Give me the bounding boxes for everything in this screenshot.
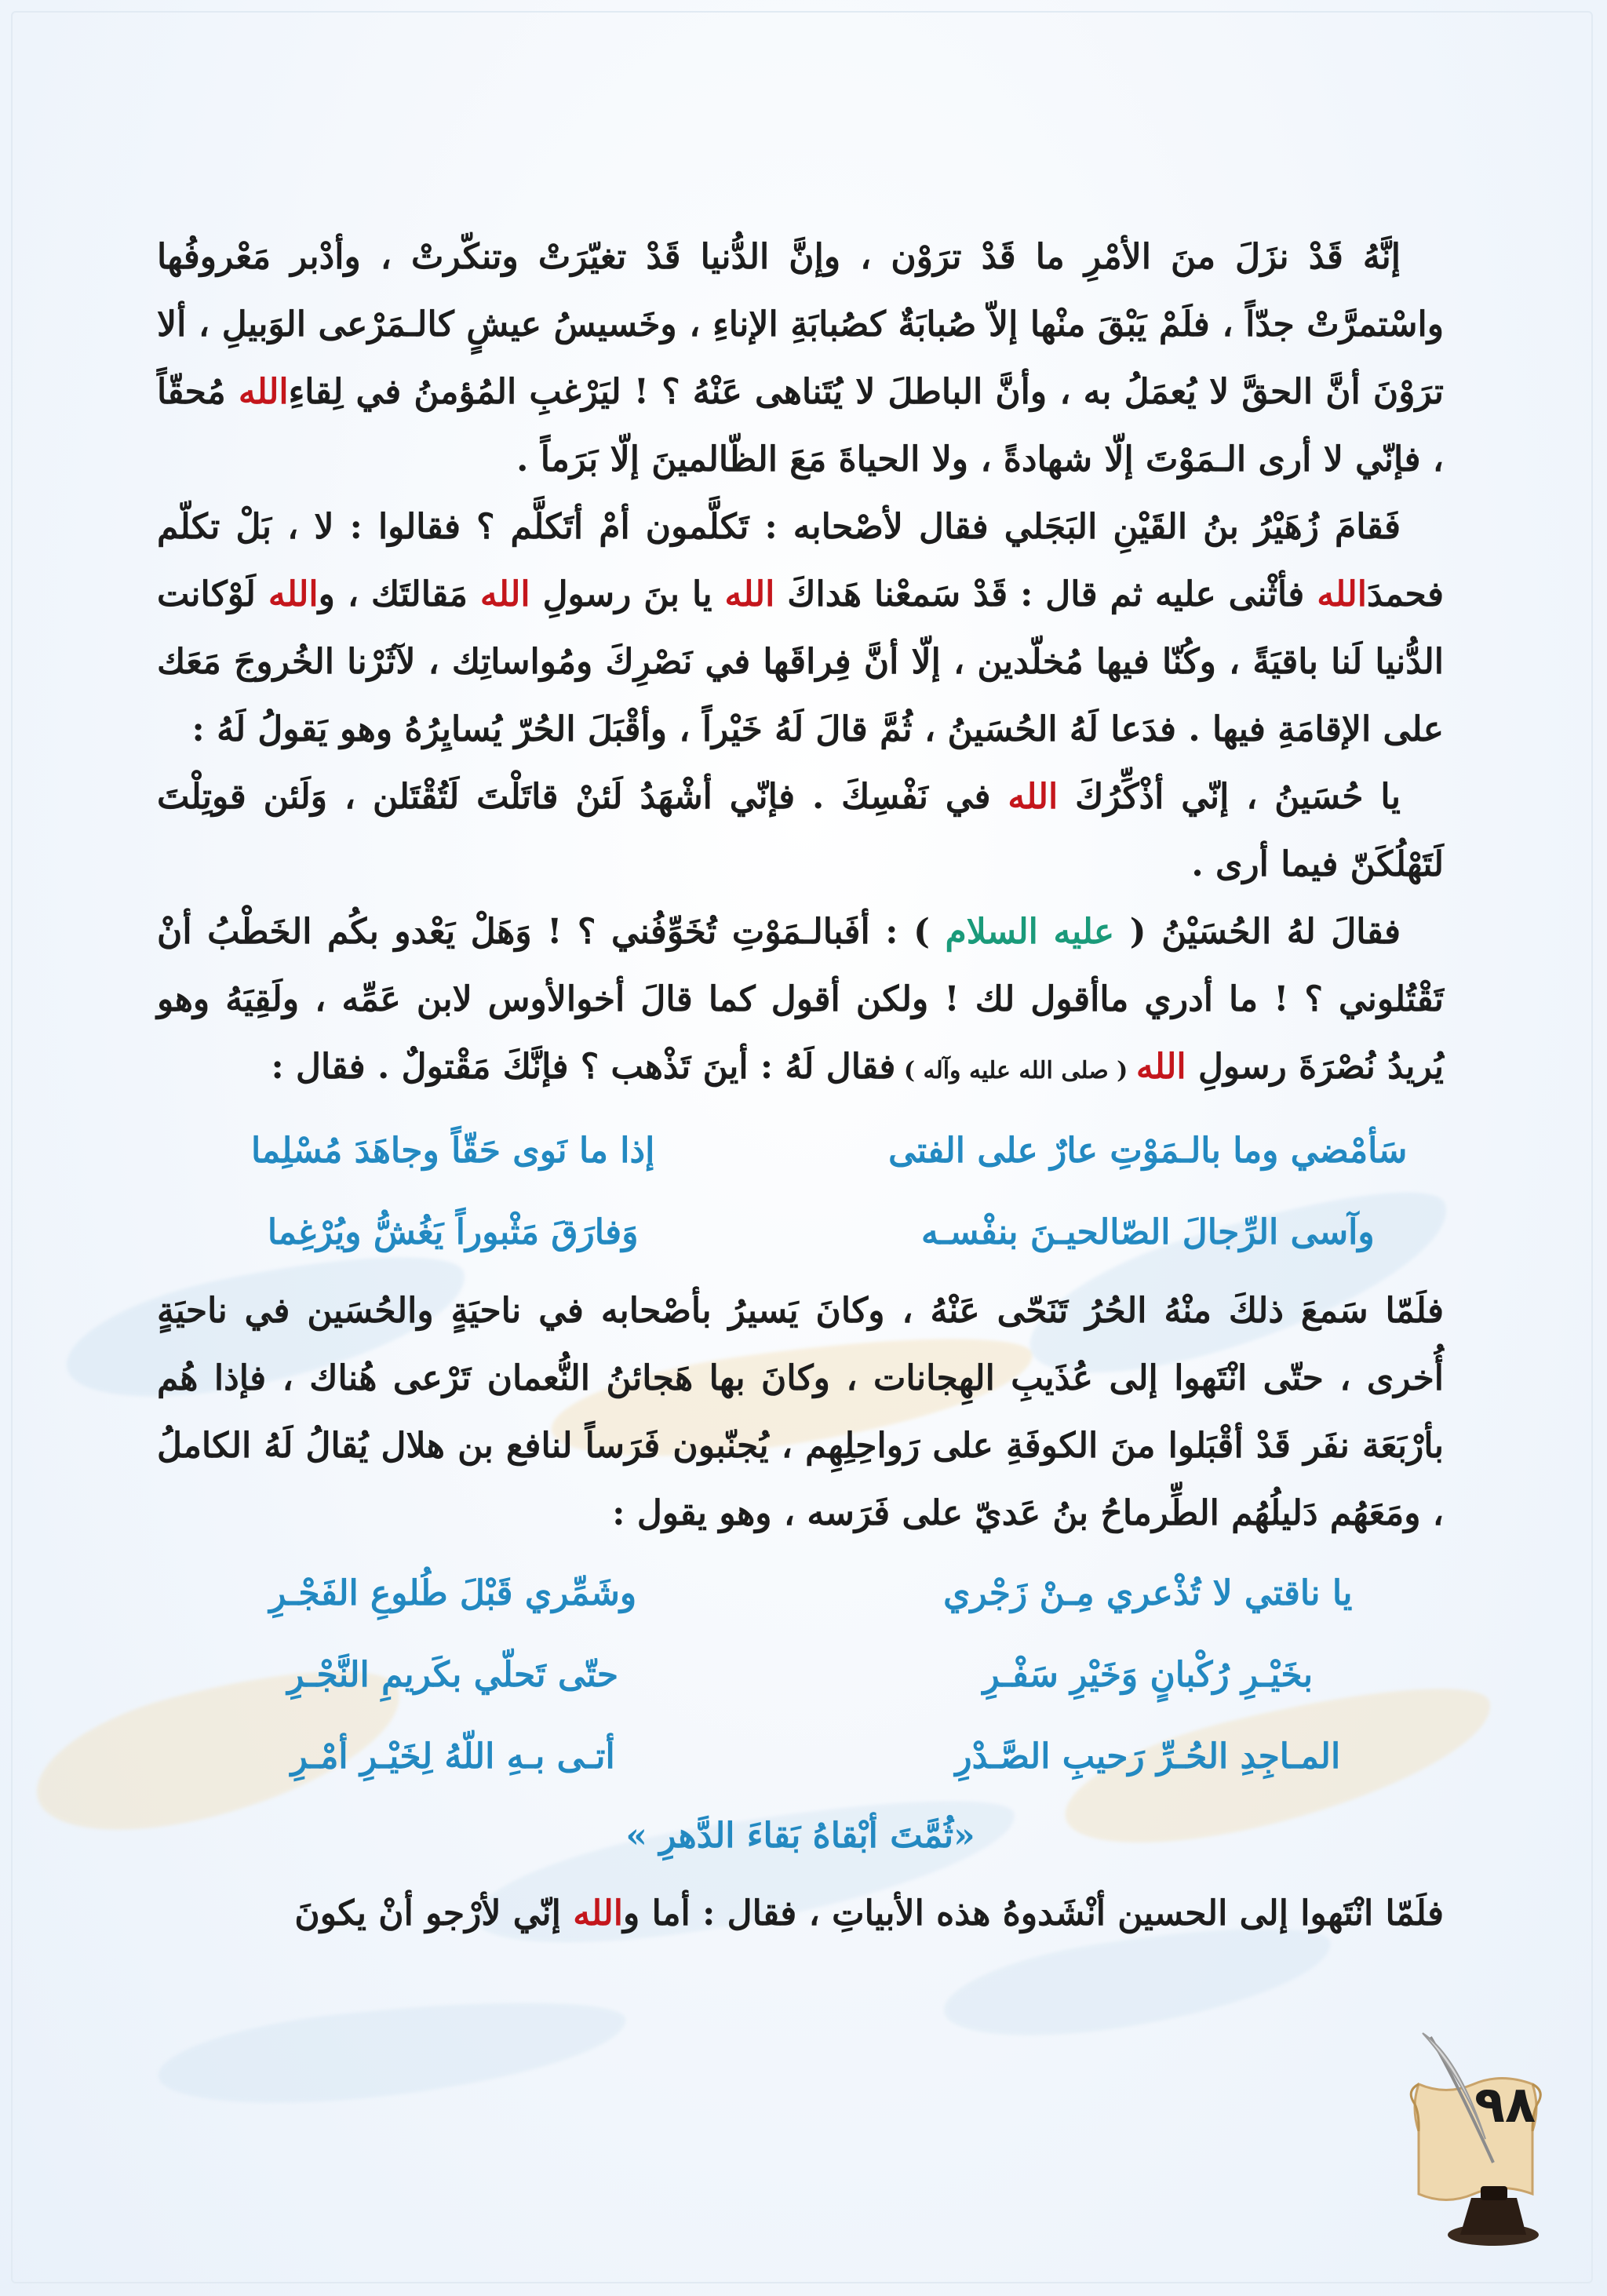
- page-number: ٩٨: [1474, 2076, 1536, 2134]
- document-body: [157, 224, 1444, 1948]
- hemistich-left: أتـى بـهِ اللّهُ لِخَيْـرِ أمْـرِ: [290, 1736, 615, 1777]
- divine-name: الله: [238, 372, 289, 412]
- verse-row: [157, 1191, 1444, 1273]
- poem-2: [157, 1552, 1444, 1875]
- verse-row: [157, 1110, 1444, 1191]
- divine-name: الله: [1317, 574, 1368, 614]
- scroll-quill-icon: [1399, 2029, 1564, 2265]
- hemistich-right: المـاجِدِ الحُـرِّ رَحيبِ الصَّـدْرِ: [955, 1736, 1341, 1777]
- hemistich-right: سَأمْضي وما بالـمَوْتِ عارٌ على الفتى: [888, 1130, 1408, 1171]
- divine-name: الله: [1135, 1047, 1186, 1087]
- paragraph-1: إنَّهُ قَدْ نزَلَ منَ الأمْرِ ما قَدْ ترَوْن ، وإنَّ الدُّنيا قَدْ تغيّرَتْ وتنكّرتْ ، وأدْبر مَعْروفُها واسْتمرَّتْ جدّاً ، فلَمْ يَبْقَ منْها إلاّ صُبابَةٌ كصُبابَةِ الإناءِ ، وخَسيسُ عيشٍ كالـمَرْعى الوَبيلِ ، ألا ترَوْنَ أنَّ الحقَّ لا يُعمَلُ به ، وأنَّ الباطلَ لا يُتَناهى عَنْهُ ؟ ! ليَرْغبِ المُؤمنُ في لِقاءِالله مُحقّاً ، فإنّي لا أرى الـمَوْتَ إلّا شهادةً ، ولا الحياةَ مَعَ الظّالمينَ إلّا بَرَماً .: [157, 237, 1445, 479]
- verse-row: [157, 1634, 1444, 1715]
- hemistich-left: إذا ما نَوى حَقّاً وجاهَدَ مُسْلِما: [251, 1130, 655, 1171]
- page-number-decoration: [1399, 2029, 1564, 2265]
- divine-name: الله: [724, 574, 775, 614]
- salawat-glyph: ( صلى الله عليه وآله ): [895, 1057, 1136, 1084]
- paragraph-4: فقالَ لهُ الحُسَيْنُ ( عليه السلام ) : أفَبالـمَوْتِ تُخَوِّفُني ؟ ! وَهَلْ يَعْدو بكُم الخَطْبُ أنْ تَقْتُلوني ؟ ! ما أدري ماأقول لك ! ولكن أقول كما قالَ أخوالأوس لابن عَمِّه ، ولَقِيَهُ وهو يُريدُ نُصْرَةَ رسولِ الله ( صلى الله عليه وآله ) فقال لَهُ : أينَ تَذْهب ؟ فإنَّكَ مَقْتولٌ . فقال :: [157, 912, 1444, 1087]
- divine-name: الله: [573, 1893, 623, 1933]
- hemistich-right: وآسى الرِّجالَ الصّالحيـنَ بنفْسـه: [920, 1212, 1375, 1252]
- verse-row: [157, 1715, 1444, 1797]
- divine-name: الله: [1008, 777, 1059, 817]
- divine-name: الله: [479, 574, 530, 614]
- hemistich-left: وَفارَقَ مَثْبوراً يَغُشُّ ويُرْغِما: [267, 1212, 639, 1252]
- salam-honorific: عليه السلام: [945, 912, 1115, 952]
- hemistich-left: وشَمِّري قَبْلَ طُلوعِ الفَجْـرِ: [269, 1573, 637, 1613]
- paragraph-5: فلَمّا سَمعَ ذلكَ منْهُ الحُرُ تَنَحّى عَنْهُ ، وكانَ يَسيرُ بأصْحابه في ناحيَةٍ والحُسَين في ناحيَةٍ أُخرى ، حتّى انْتَهوا إلى عُذَيبِ الهِجانات ، وكانَ بها هَجائنُ النُّعمان تَرْعى هُناك ، فإذا هُم بأرْبَعَة نفَر قَدْ أقْبَلوا منَ الكوفَةِ على رَواحِلِهِم ، يُجنّبون فَرَساً لنافع بن هلال يُقالُ لَهُ الكاملُ ، ومَعَهُم دَليلُهُم الطِّرماحُ بنُ عَديّ على فَرَسه ، وهو يقول :: [157, 1291, 1444, 1533]
- paragraph-3: يا حُسَينُ ، إنّي أذْكِّرُكَ الله في نَفْسِكَ . فإنّي أشْهَدُ لَئنْ قاتَلْتَ لَتُقْتَلن ، وَلَئن قوتِلْتَ لَتَهْلُكَنّ فيما أرى .: [157, 777, 1444, 884]
- paragraph-6: فلَمّا انْتَهوا إلى الحسين أنْشَدوهُ هذه الأبياتِ ، فقال : أما والله إنّي لأرْجو أنْ يكونَ: [294, 1893, 1444, 1933]
- poem-1: [157, 1110, 1444, 1273]
- paragraph-2: فَقامَ زُهَيْرُ بنُ القَيْنِ البَجَلي فقال لأصْحابه : تَكلَّمون أمْ أتَكلَّم ؟ فقالوا : لا ، بَلْ تكلّم فحمدَالله فأثْنى عليه ثم قال : قَدْ سَمعْنا هَداكَ الله يا بنَ رسولِ الله مَقالتَك ، والله لَوْكانت الدُّنيا لَنا باقيَةً ، وكُنّا فيها مُخلّدين ، إلّا أنَّ فِراقَها في نَصْرِكَ ومُواساتِك ، لآثَرْنا الخُروجَ مَعَك على الإقامَةِ فيها . فدَعا لَهُ الحُسَينُ ، ثُمَّ قالَ لَهُ خَيْراً ، وأقْبَلَ الحُرّ يُسايِرُهُ وهو يَقولُ لَهُ :: [157, 507, 1444, 749]
- hemistich-right: بخَيْـرِ رُكْبانٍ وَخَيْرِ سَفْـرِ: [982, 1654, 1314, 1695]
- hemistich-right: يا ناقتي لا تُذْعري مِـنْ زَجْري: [943, 1573, 1353, 1613]
- divine-name: الله: [268, 574, 319, 614]
- hemistich-left: حتّى تَحلّي بكَريمِ النَّجْـرِ: [287, 1654, 619, 1695]
- verse-center: «ثُمَّتَ أبْقاهُ بَقاءَ الدَّهرِ »: [625, 1816, 975, 1856]
- verse-row: [157, 1552, 1444, 1634]
